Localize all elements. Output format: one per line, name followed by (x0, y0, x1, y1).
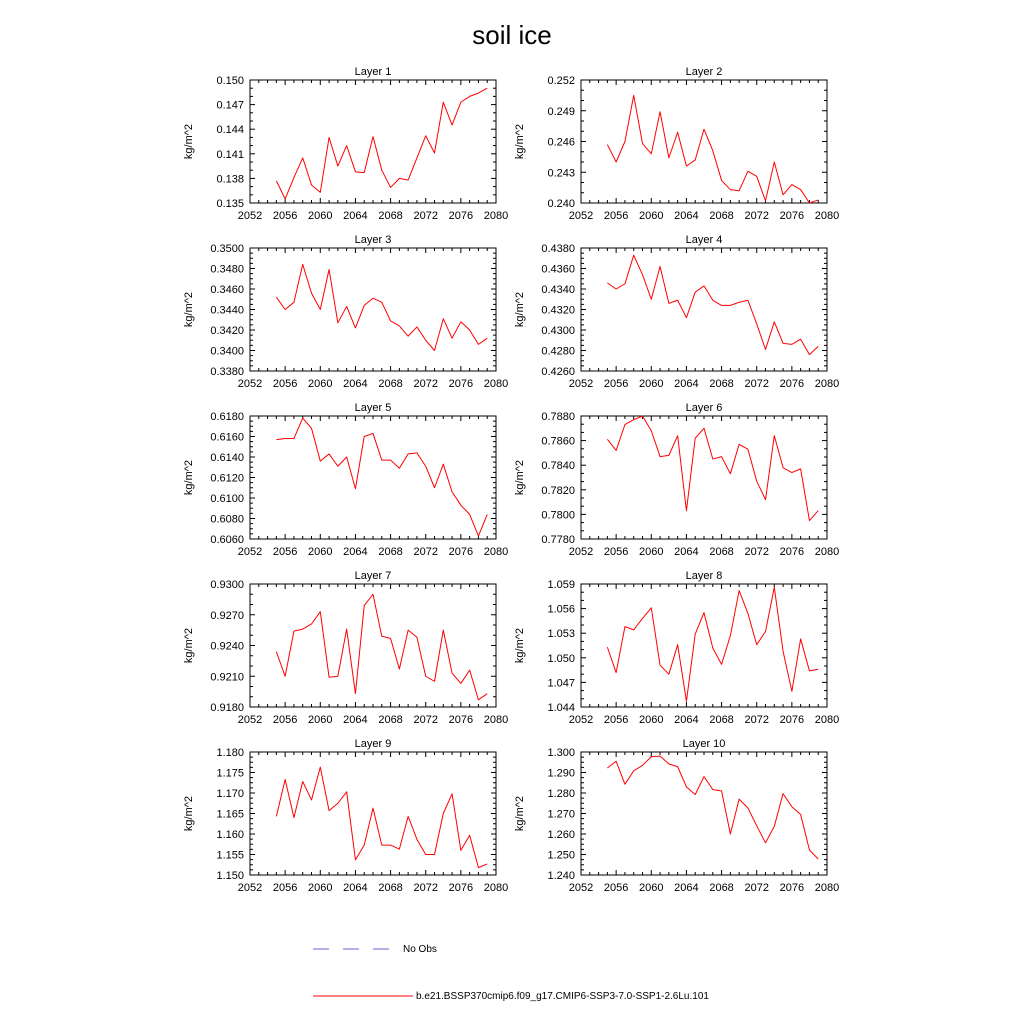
y-tick-label: 0.7880 (541, 411, 575, 423)
chart-panel-10 (514, 738, 839, 894)
legend-model-label: b.e21.BSSP370cmip6.f09_g17.CMIP6-SSP3-7.0-SSP1-2.6Lu.101 (416, 991, 709, 1002)
y-tick-label: 1.155 (216, 849, 244, 862)
x-tick-label: 2080 (814, 378, 840, 390)
x-tick-label: 2060 (308, 546, 333, 558)
y-tick-label: 0.4300 (541, 325, 575, 337)
y-tick-label: 0.6080 (210, 513, 244, 526)
y-axis-label: kg/m^2 (183, 459, 195, 496)
series-line-1 (607, 95, 818, 203)
x-tick-label: 2080 (814, 882, 840, 894)
y-tick-label: 0.243 (547, 167, 575, 180)
y-tick-label: 0.7780 (541, 534, 575, 546)
y-tick-label: 1.280 (547, 788, 575, 800)
x-tick-label: 2076 (448, 714, 474, 726)
chart-panel-3 (183, 234, 508, 390)
x-tick-label: 2076 (779, 210, 805, 222)
x-tick-label: 2064 (343, 210, 368, 222)
panel-title: Layer 7 (354, 570, 392, 582)
y-tick-label: 1.300 (547, 747, 575, 759)
x-tick-label: 2052 (568, 546, 594, 558)
x-tick-label: 2052 (237, 882, 263, 894)
panel-title: Layer 3 (354, 234, 392, 246)
x-tick-label: 2060 (308, 210, 333, 222)
series-line-1 (607, 255, 818, 354)
x-tick-label: 2068 (378, 210, 403, 222)
panel-title: Layer 5 (354, 402, 392, 414)
y-tick-label: 1.270 (547, 808, 575, 821)
series-line-1 (276, 88, 487, 199)
y-tick-label: 0.3460 (210, 284, 244, 296)
x-tick-label: 2072 (413, 546, 438, 558)
y-tick-label: 1.150 (216, 870, 244, 882)
x-tick-label: 2076 (448, 210, 474, 222)
x-tick-label: 2080 (814, 210, 840, 222)
y-tick-label: 1.260 (547, 829, 575, 841)
y-tick-label: 0.9300 (210, 579, 244, 591)
chart-panel-2 (514, 66, 839, 222)
panel-title: Layer 6 (685, 402, 723, 414)
y-tick-label: 0.3380 (210, 366, 244, 378)
x-tick-label: 2072 (413, 882, 438, 894)
plot-frame (250, 752, 496, 875)
x-tick-label: 2056 (272, 210, 298, 222)
x-tick-label: 2052 (568, 378, 594, 390)
y-tick-label: 1.044 (547, 702, 575, 714)
chart-panel-8 (514, 570, 839, 726)
y-tick-label: 1.175 (216, 767, 244, 780)
y-tick-label: 1.047 (547, 677, 575, 690)
y-axis-label: kg/m^2 (514, 291, 526, 328)
chart-panel-9 (183, 738, 508, 894)
plot-frame (250, 248, 496, 371)
x-tick-label: 2072 (744, 882, 769, 894)
x-tick-label: 2068 (709, 210, 734, 222)
x-tick-label: 2068 (378, 714, 403, 726)
y-tick-label: 0.4280 (541, 345, 575, 358)
x-tick-label: 2064 (674, 882, 699, 894)
series-line-1 (276, 418, 487, 536)
chart-panel-1 (183, 66, 508, 222)
plot-frame (581, 416, 827, 539)
chart-panel-4 (514, 234, 839, 390)
legend (313, 944, 709, 1002)
panel-title: Layer 8 (685, 570, 723, 582)
y-axis-label: kg/m^2 (183, 627, 195, 664)
x-tick-label: 2056 (603, 546, 629, 558)
chart-panel-6 (514, 402, 839, 558)
x-tick-label: 2072 (413, 378, 438, 390)
x-tick-label: 2052 (237, 714, 263, 726)
y-tick-label: 0.6100 (210, 493, 244, 505)
y-tick-label: 1.180 (216, 747, 244, 759)
series-line-1 (276, 264, 487, 350)
y-tick-label: 0.3400 (210, 345, 244, 358)
x-tick-label: 2068 (378, 882, 403, 894)
y-axis-label: kg/m^2 (183, 795, 195, 832)
x-tick-label: 2080 (483, 882, 509, 894)
y-tick-label: 0.135 (216, 198, 244, 210)
x-tick-label: 2064 (674, 546, 699, 558)
x-tick-label: 2080 (483, 714, 509, 726)
y-tick-label: 0.4380 (541, 243, 575, 255)
y-tick-label: 0.6180 (210, 411, 244, 423)
chart-panel-7 (183, 570, 508, 726)
x-tick-label: 2060 (639, 378, 664, 390)
plot-frame (581, 80, 827, 203)
plot-frame (581, 248, 827, 371)
x-tick-label: 2064 (343, 378, 368, 390)
y-tick-label: 0.6140 (210, 452, 244, 464)
x-tick-label: 2068 (709, 546, 734, 558)
x-tick-label: 2072 (413, 714, 438, 726)
y-tick-label: 0.3440 (210, 304, 244, 317)
x-tick-label: 2056 (603, 210, 629, 222)
x-tick-label: 2076 (448, 546, 474, 558)
y-tick-label: 0.141 (216, 148, 244, 161)
y-tick-label: 0.4360 (541, 263, 575, 276)
series-line-1 (276, 594, 487, 700)
y-tick-label: 1.059 (547, 579, 575, 591)
y-tick-label: 0.6060 (210, 534, 244, 546)
x-tick-label: 2056 (272, 546, 298, 558)
series-line-1 (607, 756, 818, 859)
panel-title: Layer 10 (682, 738, 726, 750)
x-tick-label: 2068 (709, 882, 734, 894)
chart-panels (183, 66, 839, 894)
y-tick-label: 1.290 (547, 767, 575, 780)
y-axis-label: kg/m^2 (514, 123, 526, 160)
y-tick-label: 0.3420 (210, 325, 244, 337)
x-tick-label: 2080 (814, 546, 840, 558)
x-tick-label: 2052 (568, 210, 594, 222)
y-tick-label: 0.240 (547, 198, 575, 210)
x-tick-label: 2076 (448, 378, 474, 390)
x-tick-label: 2060 (308, 882, 333, 894)
series-line-1 (607, 416, 818, 521)
y-axis-label: kg/m^2 (514, 627, 526, 664)
x-tick-label: 2080 (483, 210, 509, 222)
x-tick-label: 2076 (779, 546, 805, 558)
y-tick-label: 0.6160 (210, 431, 244, 444)
y-tick-label: 1.160 (216, 829, 244, 841)
x-tick-label: 2076 (779, 882, 805, 894)
x-tick-label: 2056 (272, 378, 298, 390)
y-axis-label: kg/m^2 (514, 795, 526, 832)
x-tick-label: 2068 (378, 378, 403, 390)
series-line-1 (607, 587, 818, 701)
y-tick-label: 0.144 (216, 124, 244, 137)
plot-frame (250, 80, 496, 203)
x-tick-label: 2056 (603, 378, 629, 390)
y-tick-label: 1.240 (547, 870, 575, 882)
y-tick-label: 0.7820 (541, 484, 575, 497)
y-tick-label: 1.250 (547, 849, 575, 862)
x-tick-label: 2072 (744, 378, 769, 390)
y-tick-label: 0.3480 (210, 263, 244, 276)
y-tick-label: 0.4340 (541, 284, 575, 296)
y-tick-label: 0.6120 (210, 472, 244, 485)
y-tick-label: 1.170 (216, 788, 244, 800)
y-axis-label: kg/m^2 (183, 291, 195, 328)
x-tick-label: 2064 (674, 210, 699, 222)
y-axis-label: kg/m^2 (183, 123, 195, 160)
y-tick-label: 0.249 (547, 105, 575, 118)
x-tick-label: 2060 (639, 546, 664, 558)
y-tick-label: 0.3500 (210, 243, 244, 255)
figure-title: soil ice (472, 20, 552, 50)
y-tick-label: 1.050 (547, 652, 575, 665)
y-tick-label: 1.165 (216, 808, 244, 821)
x-tick-label: 2060 (308, 714, 333, 726)
x-tick-label: 2060 (639, 882, 664, 894)
panel-title: Layer 9 (354, 738, 392, 750)
y-tick-label: 0.9180 (210, 702, 244, 714)
x-tick-label: 2064 (674, 714, 699, 726)
plot-frame (250, 584, 496, 707)
chart-panel-5 (183, 402, 508, 558)
x-tick-label: 2052 (568, 882, 594, 894)
x-tick-label: 2072 (744, 714, 769, 726)
x-tick-label: 2056 (603, 714, 629, 726)
x-tick-label: 2080 (483, 378, 509, 390)
x-tick-label: 2068 (709, 378, 734, 390)
x-tick-label: 2064 (343, 714, 368, 726)
x-tick-label: 2064 (674, 378, 699, 390)
y-tick-label: 0.252 (547, 75, 575, 87)
x-tick-label: 2052 (237, 546, 263, 558)
x-tick-label: 2052 (568, 714, 594, 726)
x-tick-label: 2072 (744, 546, 769, 558)
y-tick-label: 0.4320 (541, 304, 575, 317)
y-tick-label: 0.147 (216, 99, 244, 112)
y-tick-label: 0.9210 (210, 671, 244, 684)
x-tick-label: 2064 (343, 882, 368, 894)
y-tick-label: 0.7840 (541, 460, 575, 473)
x-tick-label: 2064 (343, 546, 368, 558)
legend-obs-label: No Obs (403, 944, 437, 955)
y-tick-label: 0.7860 (541, 435, 575, 448)
y-tick-label: 0.7800 (541, 509, 575, 522)
y-axis-label: kg/m^2 (514, 459, 526, 496)
x-tick-label: 2060 (639, 714, 664, 726)
x-tick-label: 2056 (603, 882, 629, 894)
x-tick-label: 2056 (272, 882, 298, 894)
panel-title: Layer 1 (354, 66, 392, 78)
x-tick-label: 2068 (709, 714, 734, 726)
plot-frame (581, 584, 827, 707)
y-tick-label: 1.056 (547, 603, 575, 616)
y-tick-label: 0.4260 (541, 366, 575, 378)
plot-frame (581, 752, 827, 875)
y-tick-label: 0.150 (216, 75, 244, 87)
x-tick-label: 2060 (639, 210, 664, 222)
x-tick-label: 2052 (237, 378, 263, 390)
y-tick-label: 0.9270 (210, 609, 244, 622)
panel-title: Layer 2 (685, 66, 723, 78)
y-tick-label: 0.138 (216, 173, 244, 186)
y-tick-label: 0.246 (547, 136, 575, 149)
x-tick-label: 2076 (448, 882, 474, 894)
x-tick-label: 2056 (272, 714, 298, 726)
x-tick-label: 2080 (483, 546, 509, 558)
y-tick-label: 0.9240 (210, 640, 244, 653)
x-tick-label: 2076 (779, 378, 805, 390)
x-tick-label: 2072 (744, 210, 769, 222)
series-line-1 (276, 767, 487, 867)
x-tick-label: 2060 (308, 378, 333, 390)
y-tick-label: 1.053 (547, 628, 575, 641)
x-tick-label: 2072 (413, 210, 438, 222)
panel-title: Layer 4 (685, 234, 723, 246)
x-tick-label: 2052 (237, 210, 263, 222)
x-tick-label: 2080 (814, 714, 840, 726)
x-tick-label: 2076 (779, 714, 805, 726)
x-tick-label: 2068 (378, 546, 403, 558)
